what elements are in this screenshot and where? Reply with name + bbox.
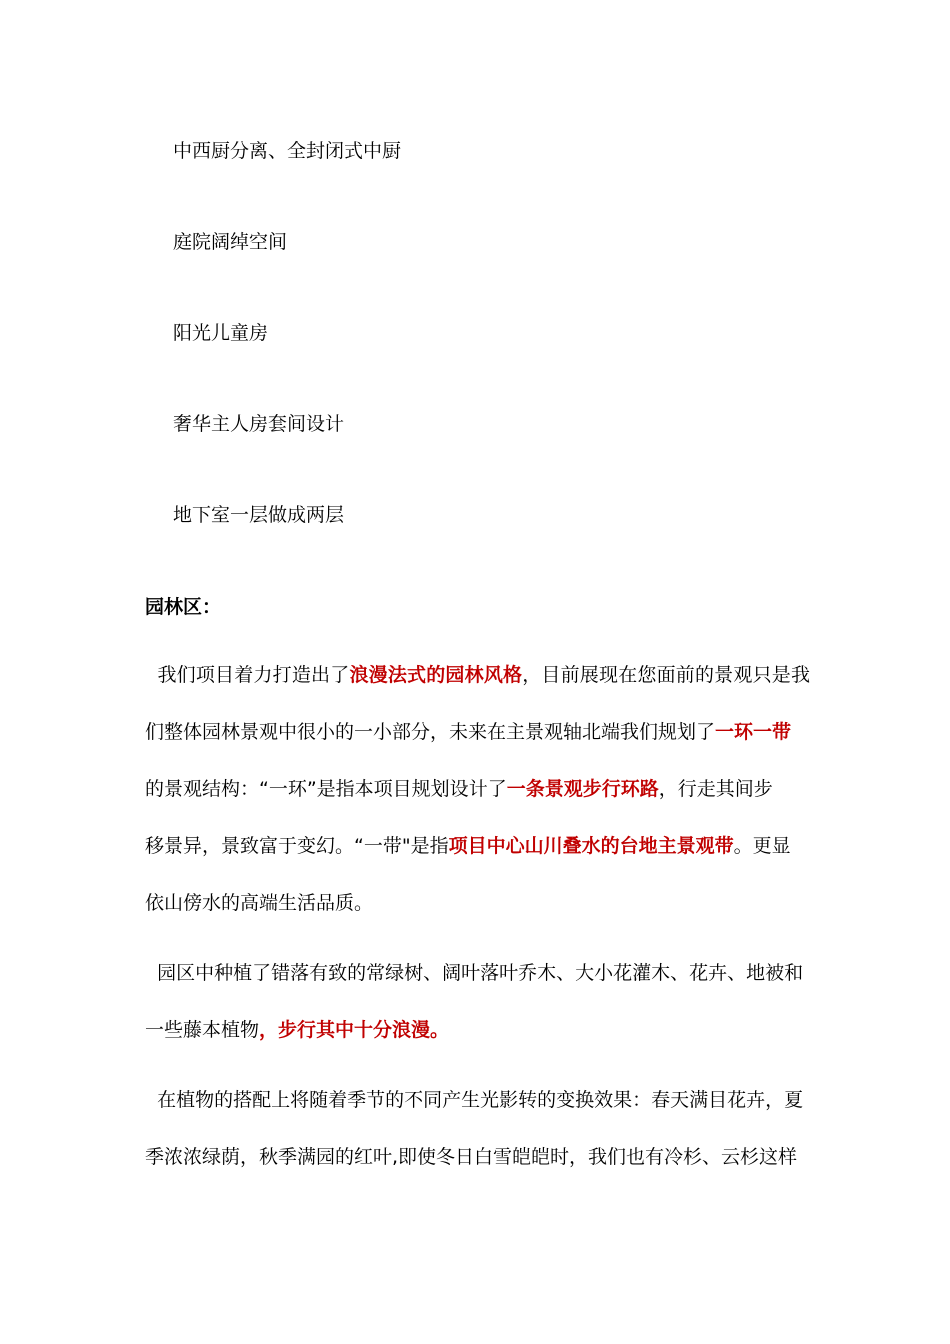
- paragraph-line: 我们项目着力打造出了浪漫法式的园林风格，目前展现在您面前的景观只是我: [145, 664, 810, 686]
- highlight-text: 一环一带: [715, 721, 792, 743]
- highlight-text: 浪漫法式的园林风格: [349, 664, 523, 686]
- paragraph-line: 依山傍水的高端生活品质。: [145, 892, 374, 914]
- paragraph-line: 季浓浓绿荫，秋季满园的红叶,即使冬日白雪皑皑时，我们也有冷杉、云杉这样: [145, 1146, 798, 1168]
- feature-item: 中西厨分离、全封闭式中厨: [173, 140, 402, 162]
- section-heading: 园林区：: [145, 596, 222, 618]
- feature-item: 阳光儿童房: [173, 322, 269, 344]
- paragraph-line: 们整体园林景观中很小的一小部分，未来在主景观轴北端我们规划了一环一带: [145, 721, 792, 743]
- highlight-text: 项目中心山川叠水的台地主景观带: [448, 835, 734, 857]
- highlight-text: ，步行其中十分浪漫。: [259, 1019, 450, 1041]
- feature-item: 奢华主人房套间设计: [173, 413, 345, 435]
- paragraph-line: 园区中种植了错落有致的常绿树、阔叶落叶乔木、大小花灌木、花卉、地被和: [145, 962, 804, 984]
- feature-item: 庭院阔绰空间: [173, 231, 288, 253]
- paragraph-line: 的景观结构：“一环”是指本项目规划设计了一条景观步行环路，行走其间步: [145, 778, 773, 800]
- paragraph-line: 在植物的搭配上将随着季节的不同产生光影转的变换效果：春天满目花卉，夏: [145, 1089, 804, 1111]
- paragraph-line: 一些藤本植物，步行其中十分浪漫。: [145, 1019, 450, 1041]
- highlight-text: 一条景观步行环路: [506, 778, 659, 800]
- paragraph-line: 移景异，景致富于变幻。“一带"是指项目中心山川叠水的台地主景观带。更显: [145, 835, 791, 857]
- feature-item: 地下室一层做成两层: [173, 504, 345, 526]
